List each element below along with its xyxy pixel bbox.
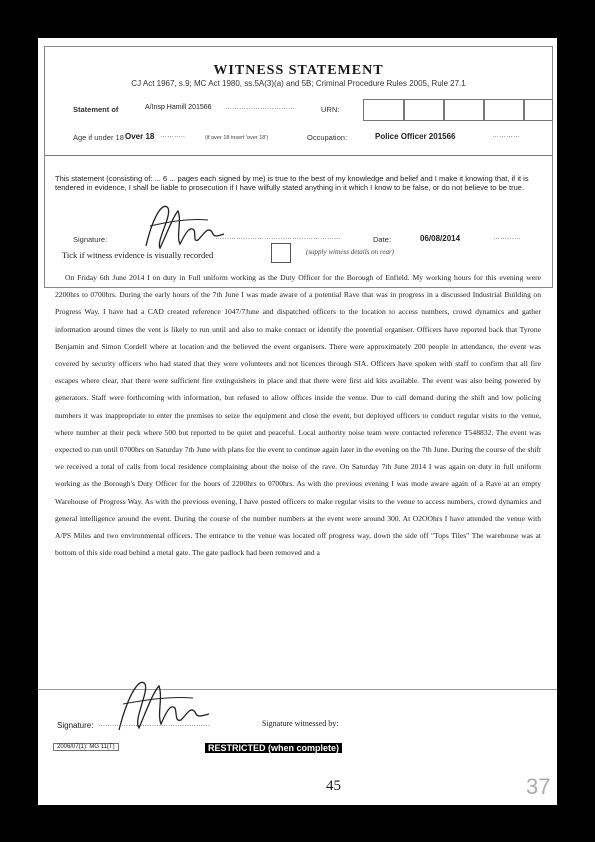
tick-hint: (supply witness details on rear) — [306, 248, 395, 256]
declaration-text: This statement (consisting of: ... 6 ... pages each signed by me) is true to the best of my knowledge and belief and I make it knowing that, if it is tendered in evidence, I shall be liable to prosecution if I have wilfully stated anything in it which I know to be false, or do not believe to be true. — [55, 174, 529, 192]
age-label: Age if under 18 — [73, 133, 124, 142]
occupation-label: Occupation: — [307, 133, 348, 142]
footer-signature-label: Signature: — [57, 721, 94, 730]
signature-label: Signature: — [73, 235, 108, 244]
page-number: 45 — [326, 778, 341, 794]
age-hint: (if over 18 insert 'over 18') — [205, 135, 269, 141]
tick-label: Tick if witness evidence is visually recorded — [62, 250, 214, 260]
date-value: 06/08/2014 — [420, 234, 461, 243]
occupation-value: Police Officer 201566 — [375, 132, 456, 141]
form-reference: 2006/07(1): MG 11(T) — [53, 743, 119, 751]
witnessed-label: Signature witnessed by: — [262, 719, 339, 728]
urn-box — [483, 99, 525, 121]
urn-label: URN: — [321, 105, 340, 114]
statement-paragraph: On Friday 6th June 2014 I on duty in Full uniform working as the Duty Officer for the Borough of Enfield. My working hours for this evening were 2200hrs to 0700hrs. During the early hours of the 7th June I was made aware of a potential Rave that was in progress in a discussed Industrial Building on Progress Way. I have had a CAD created reference 1047/7June and dispatched officers to the location to access numbers, crowd dynamics and gather information around times the vent is likely to run until and also to make contact or identify the potential organiser. Officers have reported back that Tyrone Benjamin and Simon Cordell where at location and the believed the event organisers. There were approximately 200 people in attendance, the event was covered by security officers who had stated that they were volunteers and not licences through SIA. Officers have spoken with staff to confirm that all fire escapes where clear, that there were sufficient fire extinguishers in place and that there were first aid kits available. The event was also being powered by generators. Staff were forthcoming with information, but refused to allow offices inside the venue. Due to call demand during the shift and low policing numbers it was inappropriate to enter the premises to seize the equipment and close the event, but deployed officers to conduct regular visits to the venue, where number at their peck where 500 but reported to be quiet and peaceful. Local authority noise team were contacted reference T548832. The event was expected to run until 0700hrs on Saturday 7th June with plans for the event to continue again later in the evening on the 7th June. During the course of the shift we received a total of calls from local residence complaining about the noise of the rave. On Saturday 7th June 2014 I was again on duty in full uniform working as the Borough's Duty Officer for the hours of 2200hrs to 0700hrs. As with the previous evening I was mode aware again of a Rave at an empty Warehouse of Progress Way. As with the previous evening, I have posted officers to make regular visits to the venue to access numbers, crowd dynamics and general intelligence around the event. During the course of the number numbers at the event were around 300. At O2OOhrs I have attended the venue with A/PS Miles and two environmental officers. The entrance to the venue was located off progress way, down the side off "Tops Tiles" The warehouse was at bottom of this side road behind a metal gate. The gate padlock had been removed and a — [55, 273, 541, 558]
footer-signature-dots: ………………………………………… — [98, 720, 210, 728]
statement-of-value: A/Insp Hamill 201566 — [145, 104, 212, 111]
urn-box — [363, 99, 405, 121]
visual-record-checkbox[interactable] — [271, 243, 291, 263]
age-value: Over 18 — [125, 132, 155, 141]
urn-box — [443, 99, 485, 121]
urn-box — [403, 99, 445, 121]
statement-of-label: Statement of — [73, 105, 119, 114]
age-dots: ……….. — [160, 132, 185, 139]
statement-body — [55, 269, 541, 561]
form-divider — [45, 155, 552, 156]
form-title: WITNESS STATEMENT — [213, 63, 384, 78]
date-dots: ………… — [493, 234, 521, 241]
restricted-banner: RESTRICTED (when complete) — [205, 743, 342, 753]
form-subtitle: CJ Act 1967, s.9; MC Act 1980, ss.5A(3)(a) and 5B; Criminal Procedure Rules 2005, Rule 27.1 — [131, 79, 466, 88]
signature-dots: ……………………………………………… — [215, 234, 341, 241]
signature-scribble-top — [138, 196, 228, 256]
urn-box — [523, 99, 553, 121]
date-label: Date: — [373, 235, 391, 244]
occupation-dots: ………… — [492, 132, 520, 139]
statement-page — [38, 38, 557, 805]
statement-of-dots: ………………………… — [225, 104, 295, 111]
page-stamp: 37 — [526, 774, 551, 799]
